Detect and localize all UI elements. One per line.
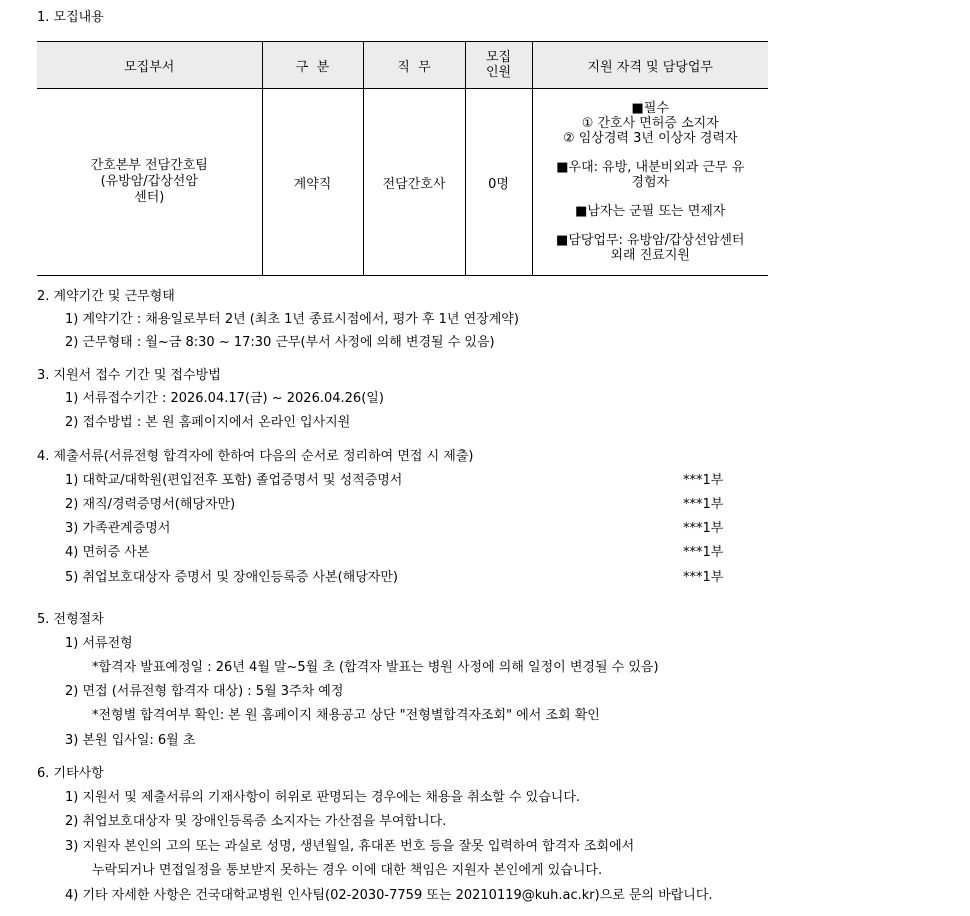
section-6-item-4: 4) 기타 자세한 사항은 건국대학교병원 인사팀(02-2030-7759 또는 20210119@kuh.ac.kr)으로 문의 바랍니다.	[65, 888, 713, 903]
cell-dept	[37, 89, 262, 276]
qual-preferred-2: 경험자	[631, 175, 670, 190]
qual-required	[533, 101, 769, 146]
cell-type: 계약직	[262, 89, 363, 276]
document-item-label: 4) 면허증 사본	[65, 545, 150, 560]
section-5-item-2: 2) 면접 (서류전형 합격자 대상) : 5월 3주차 예정	[65, 684, 344, 699]
qual-duty	[533, 233, 769, 263]
dept-line-3: 센터)	[134, 190, 165, 205]
qual-required-title: ■필수	[631, 101, 669, 116]
section-6-item-1: 1) 지원서 및 제출서류의 기재사항이 허위로 판명되는 경우에는 채용을 취소할 수 있습니다.	[65, 790, 581, 805]
qual-required-1: ① 간호사 면허증 소지자	[581, 116, 719, 131]
section-5-note-1: *합격자 발표예정일 : 26년 4월 말~5월 초 (합격자 발표는 병원 사정에 의해 일정이 변경될 수 있음)	[92, 660, 659, 675]
section-3-item-1: 1) 서류접수기간 : 2026.04.17(금) ~ 2026.04.26(일)	[65, 391, 384, 406]
document-item-label: 1) 대학교/대학원(편입전후 포함) 졸업증명서 및 성적증명서	[65, 473, 403, 488]
section-5-item-1: 1) 서류전형	[65, 636, 133, 651]
qual-required-2: ② 임상경력 3년 이상자 경력자	[562, 131, 738, 146]
qual-preferred	[533, 160, 769, 190]
section-3-item-2: 2) 접수방법 : 본 원 홈페이지에서 온라인 입사지원	[65, 415, 351, 430]
header-job: 직 무	[363, 42, 465, 89]
cell-qualifications	[532, 89, 768, 276]
cell-count: 0명	[465, 89, 532, 276]
section-6-item-3: 3) 지원자 본인의 고의 또는 과실로 성명, 생년월일, 휴대폰 번호 등을 잘못 입력하여 합격자 조회에서	[65, 839, 635, 854]
header-qualifications: 지원 자격 및 담당업무	[532, 42, 768, 89]
section-1-heading: 1. 모집내용	[37, 10, 104, 25]
section-5-heading: 5. 전형절차	[37, 612, 104, 627]
document-item-label: 5) 취업보호대상자 증명서 및 장애인등록증 사본(해당자만)	[65, 570, 398, 585]
document-item-count: ***1부	[683, 570, 724, 585]
cell-job: 전담간호사	[363, 89, 465, 276]
section-6-item-3-cont: 누락되거나 면접일정을 통보받지 못하는 경우 이에 대한 책임은 지원자 본인에게 있습니다.	[92, 863, 603, 878]
section-6-item-2: 2) 취업보호대상자 및 장애인등록증 소지자는 가산점을 부여합니다.	[65, 814, 447, 829]
recruitment-table	[37, 41, 768, 276]
section-3-heading: 3. 지원서 접수 기간 및 접수방법	[37, 368, 221, 383]
header-dept: 모집부서	[37, 42, 262, 89]
section-5-item-3: 3) 본원 입사일: 6월 초	[65, 733, 196, 748]
dept-line-2: (유방암/갑상선암	[100, 174, 198, 189]
section-5-note-2: *전형별 합격여부 확인: 본 원 홈페이지 채용공고 상단 "전형별합격자조회" 에서 조회 확인	[92, 708, 600, 723]
document-item-count: ***1부	[683, 473, 724, 488]
section-2-item-1: 1) 계약기간 : 채용일로부터 2년 (최초 1년 종료시점에서, 평가 후 1년 연장계약)	[65, 312, 519, 327]
dept-line-1: 간호본부 전담간호팀	[90, 158, 208, 173]
header-type: 구 분	[262, 42, 363, 89]
header-count-line-1: 모집	[485, 50, 512, 65]
section-6-heading: 6. 기타사항	[37, 766, 104, 781]
header-count-line-2: 인원	[485, 65, 512, 80]
document-item-label: 2) 재직/경력증명서(해당자만)	[65, 497, 236, 512]
qual-preferred-1: ■우대: 유방, 내분비외과 근무 유	[556, 160, 745, 175]
qual-military-text: ■남자는 군필 또는 면제자	[575, 204, 726, 219]
document-item-count: ***1부	[683, 497, 724, 512]
section-2-item-2: 2) 근무형태 : 월~금 8:30 ~ 17:30 근무(부서 사정에 의해 변경될 수 있음)	[65, 335, 495, 350]
document-item-count: ***1부	[683, 545, 724, 560]
header-count	[465, 42, 532, 89]
table-row	[37, 89, 768, 276]
qual-duty-2: 외래 진료지원	[610, 248, 690, 263]
table-header-row	[37, 42, 768, 89]
qual-military	[533, 204, 769, 219]
section-2-heading: 2. 계약기간 및 근무형태	[37, 289, 175, 304]
section-4-heading: 4. 제출서류(서류전형 합격자에 한하여 다음의 순서로 정리하여 면접 시 제출)	[37, 449, 474, 464]
document-item-label: 3) 가족관계증명서	[65, 521, 171, 536]
document-item-count: ***1부	[683, 521, 724, 536]
qual-duty-1: ■담당업무: 유방암/갑상선암센터	[556, 233, 745, 248]
